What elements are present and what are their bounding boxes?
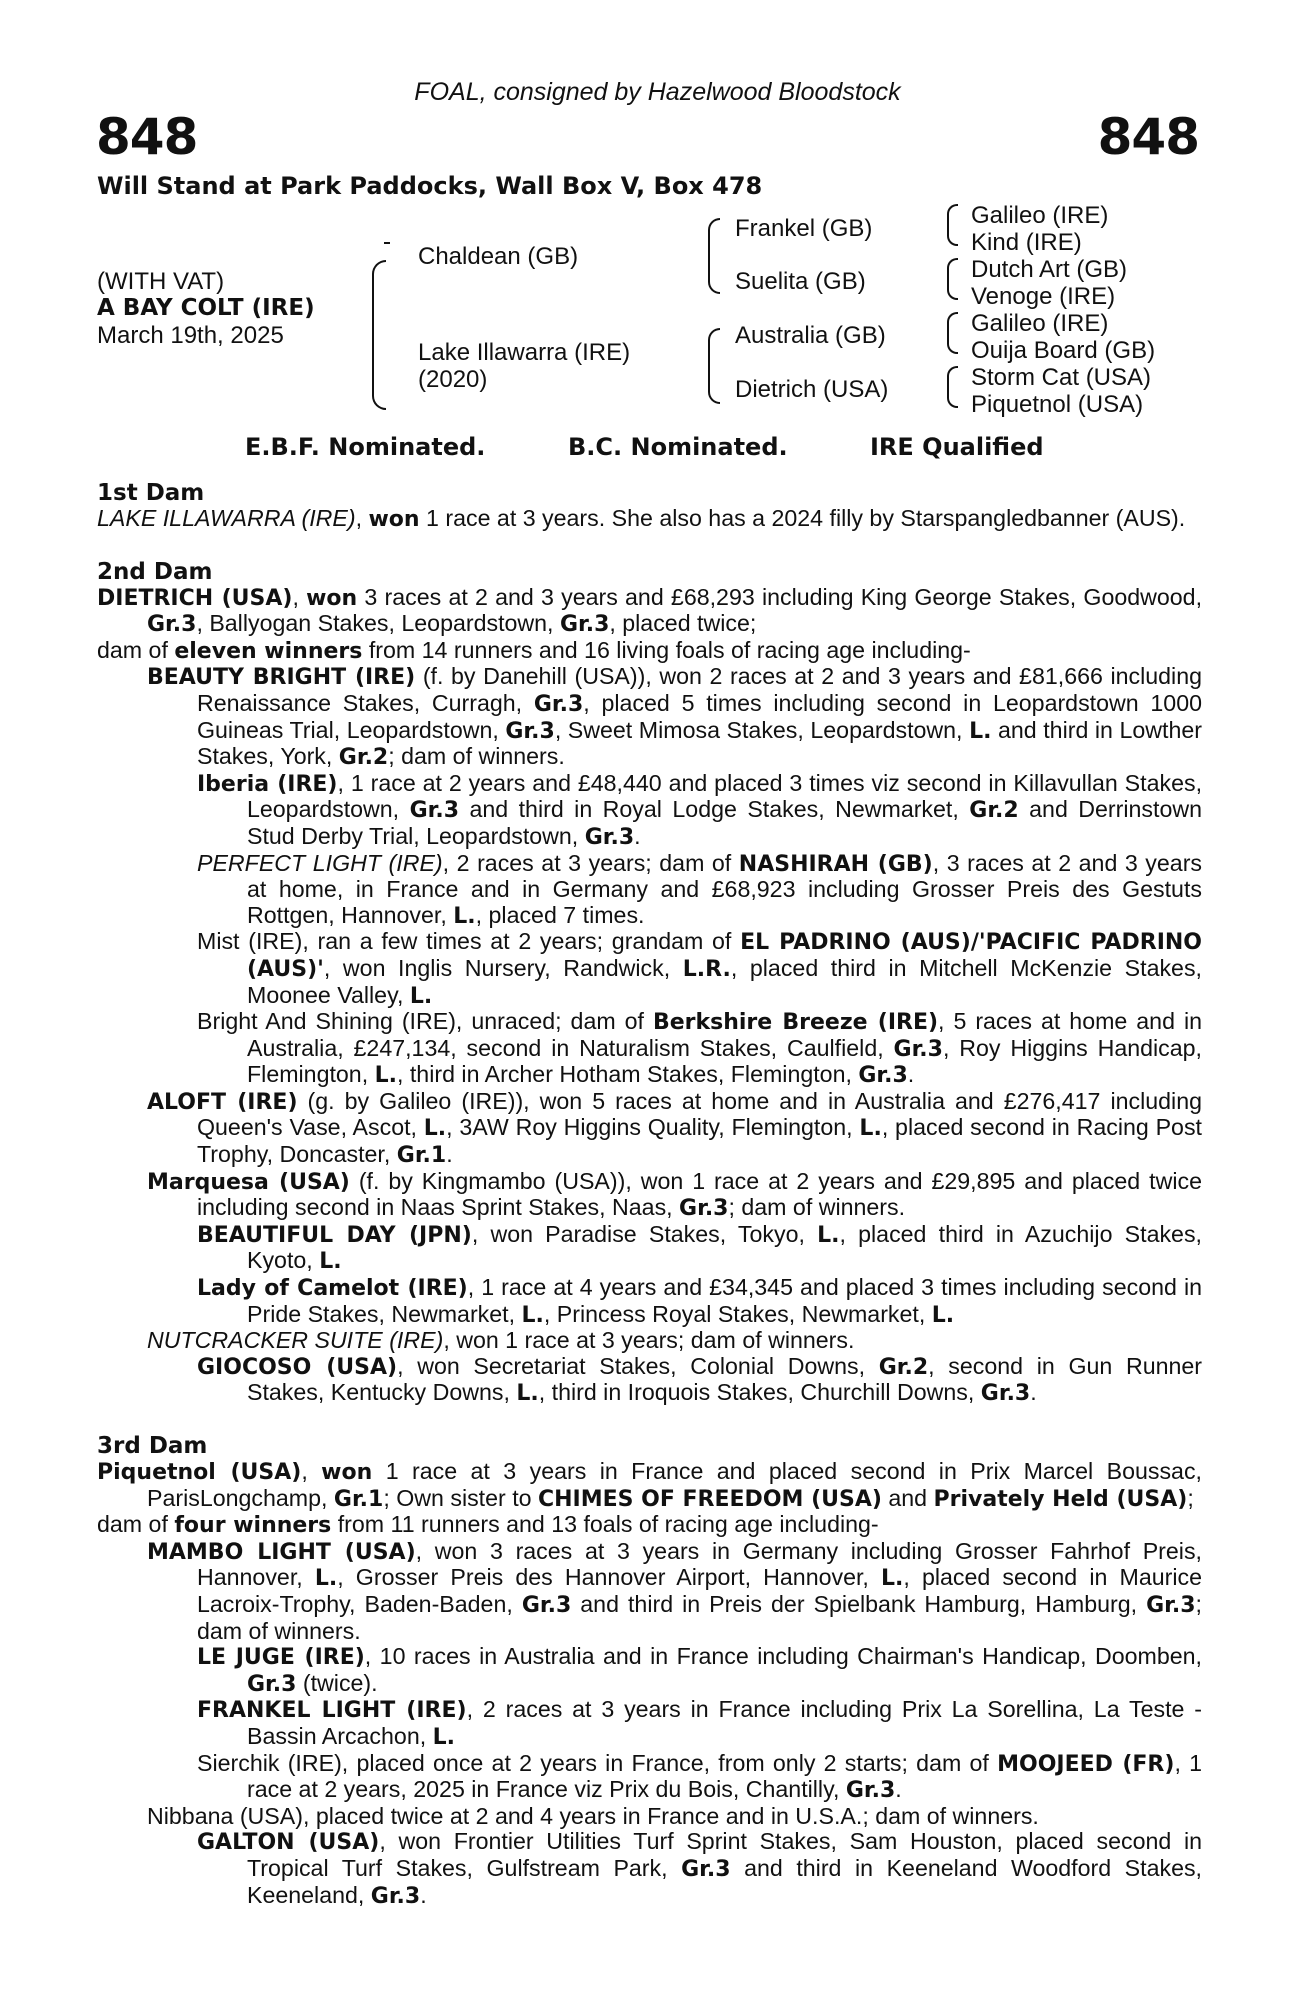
sire-dam-dam: Venoge (IRE) [971, 283, 1116, 310]
dam3-produce-list [97, 1459, 1202, 1909]
dam-dam-sire: Storm Cat (USA) [971, 364, 1152, 391]
produce-entry: LE JUGE (IRE), 10 races in Australia and in France including Chairman's Handicap, Doomben, Gr.3 (twice). [197, 1643, 1203, 1697]
dam1-entry: LAKE ILLAWARRA (IRE), won 1 race at 3 years. She also has a 2024 filly by Starspangledbanner (AUS). [97, 505, 1186, 532]
bc-nomination: B.C. Nominated. [568, 433, 788, 461]
sire-dam: Suelita (GB) [735, 268, 866, 295]
produce-entry: PERFECT LIGHT (IRE), 2 races at 3 years; dam of NASHIRAH (GB), 3 races at 2 and 3 years at home, in France and in Germany and £68,923 including Grosser Preis des Gestuts Rottgen, Hannover, L., placed 7 times. [197, 849, 1203, 929]
produce-entry: BEAUTIFUL DAY (JPN), won Paradise Stakes, Tokyo, L., placed third in Azuchijo Stakes, Kyoto, L. [197, 1220, 1202, 1275]
dam-record-line: Piquetnol (USA), won 1 race at 3 years in France and placed second in Prix Marcel Boussac, ParisLongchamp, Gr.1; Own sister to CHIMES OF FREEDOM (USA) and Privately Held (USA); [97, 1458, 1202, 1512]
produce-entry: Bright And Shining (IRE), unraced; dam of Berkshire Breeze (IRE), 5 races at home and in Australia, £247,134, second in Naturalism Stakes, Caulfield, Gr.3, Roy Higgins Handicap, Flemington, L., third in Archer Hotham Stakes, Flemington, Gr.3. [197, 1008, 1202, 1089]
foaling-date: March 19th, 2025 [97, 322, 284, 349]
lot-number-left: 848 [96, 108, 198, 166]
produce-entry: GIOCOSO (USA), won Secretariat Stakes, Colonial Downs, Gr.2, second in Gun Runner Stakes, Kentucky Downs, L., third in Iroquois Stakes, Churchill Downs, Gr.3. [197, 1352, 1202, 1407]
produce-entry: BEAUTY BRIGHT (IRE) (f. by Danehill (USA)), won 2 races at 2 and 3 years and £81,666 including Renaissance Stakes, Curragh, Gr.3, placed 5 times including second in Leopardstown 1000 Guineas Trial, Leopardstown, Gr.3, Sweet Mimosa Stakes, Leopardstown, L. and third in Lowther Stakes, York, Gr.2; dam of winners. [147, 663, 1202, 771]
produce-entry: Mist (IRE), ran a few times at 2 years; grandam of EL PADRINO (AUS)/'PACIFIC PADRINO (AUS)', won Inglis Nursery, Randwick, L.R., placed third in Mitchell McKenzie Stakes, Moonee Valley, L. [197, 928, 1202, 1009]
dam3-heading: 3rd Dam [97, 1433, 208, 1459]
catalogue-body [97, 480, 1202, 1909]
produce-entry: GALTON (USA), won Frontier Utilities Turf Sprint Stakes, Sam Houston, placed second in Tropical Turf Stakes, Gulfstream Park, Gr.3 and third in Keeneland Woodford Stakes, Keeneland, Gr.3. [197, 1828, 1202, 1909]
dam-dam: Dietrich (USA) [735, 376, 889, 403]
dam-sire-dam: Ouija Board (GB) [971, 337, 1156, 364]
produce-entry: NUTCRACKER SUITE (IRE), won 1 race at 3 years; dam of winners. [147, 1327, 855, 1354]
dam-record-line: dam of four winners from 11 runners and 13 foals of racing age including- [97, 1511, 879, 1539]
stand-location: Will Stand at Park Paddocks, Wall Box V, Box 478 [97, 172, 763, 200]
dam2-produce-list [97, 585, 1202, 1407]
sire-sire-sire: Galileo (IRE) [971, 202, 1109, 229]
sire-sire-dam: Kind (IRE) [971, 229, 1082, 256]
consignment-header: FOAL, consigned by Hazelwood Bloodstock [414, 78, 901, 106]
vat-note: (WITH VAT) [97, 268, 225, 295]
dam-sire-sire: Galileo (IRE) [971, 310, 1109, 337]
dam-sire: Australia (GB) [735, 322, 886, 349]
produce-entry: ALOFT (IRE) (g. by Galileo (IRE)), won 5 races at home and in Australia and £276,417 including Queen's Vase, Ascot, L., 3AW Roy Higgins Quality, Flemington, L., placed second in Racing Post Trophy, Doncaster, Gr.1. [147, 1087, 1202, 1169]
produce-entry: Marquesa (USA) (f. by Kingmambo (USA)), won 1 race at 2 years and £29,895 and placed twice including second in Naas Sprint Stakes, Naas, Gr.3; dam of winners. [147, 1167, 1202, 1222]
dam1-heading: 1st Dam [97, 480, 205, 506]
dam-year: (2020) [418, 366, 488, 393]
dam-record-line: dam of eleven winners from 14 runners and 16 living foals of racing age including- [97, 636, 971, 664]
lot-number-right: 848 [1097, 108, 1199, 166]
ebf-nomination: E.B.F. Nominated. [245, 433, 486, 461]
produce-entry: Nibbana (USA), placed twice at 2 and 4 years in France and in U.S.A.; dam of winners. [147, 1802, 1039, 1829]
sire: Chaldean (GB) [418, 243, 579, 270]
produce-entry: Iberia (IRE), 1 race at 2 years and £48,440 and placed 3 times viz second in Killavullan Stakes, Leopardstown, Gr.3 and third in Royal Lodge Stakes, Newmarket, Gr.2 and Derrinstown Stud Derby Trial, Leopardstown, Gr.3. [197, 769, 1203, 850]
sire-dam-sire: Dutch Art (GB) [971, 256, 1128, 283]
dam-record-line: DIETRICH (USA), won 3 races at 2 and 3 years and £68,293 including King George Stakes, Goodwood, Gr.3, Ballyogan Stakes, Leopardstown, Gr.3, placed twice; [97, 583, 1203, 638]
produce-entry: FRANKEL LIGHT (IRE), 2 races at 3 years in France including Prix La Sorellina, La Teste - Bassin Arcachon, L. [197, 1696, 1203, 1750]
ire-qualification: IRE Qualified [870, 433, 1044, 461]
dam: Lake Illawarra (IRE) [418, 339, 631, 366]
dam-dam-dam: Piquetnol (USA) [971, 391, 1144, 418]
sire-sire: Frankel (GB) [735, 215, 873, 242]
produce-entry: Lady of Camelot (IRE), 1 race at 4 years and £34,345 and placed 3 times including second in Pride Stakes, Newmarket, L., Princess Royal Stakes, Newmarket, L. [197, 1274, 1202, 1328]
produce-entry: MAMBO LIGHT (USA), won 3 races at 3 years in Germany including Grosser Fahrhof Preis, Hannover, L., Grosser Preis des Hannover Airport, Hannover, L., placed second in Maurice Lacroix-Trophy, Baden-Baden, Gr.3 and third in Preis der Spielbank Hamburg, Hamburg, Gr.3; dam of winners. [147, 1537, 1202, 1644]
dam2-heading: 2nd Dam [97, 558, 213, 585]
produce-entry: Sierchik (IRE), placed once at 2 years in France, from only 2 starts; dam of MOOJEED (FR), 1 race at 2 years, 2025 in France viz Prix du Bois, Chantilly, Gr.3. [197, 1749, 1203, 1804]
lot-subject-name: A BAY COLT (IRE) [97, 295, 315, 321]
